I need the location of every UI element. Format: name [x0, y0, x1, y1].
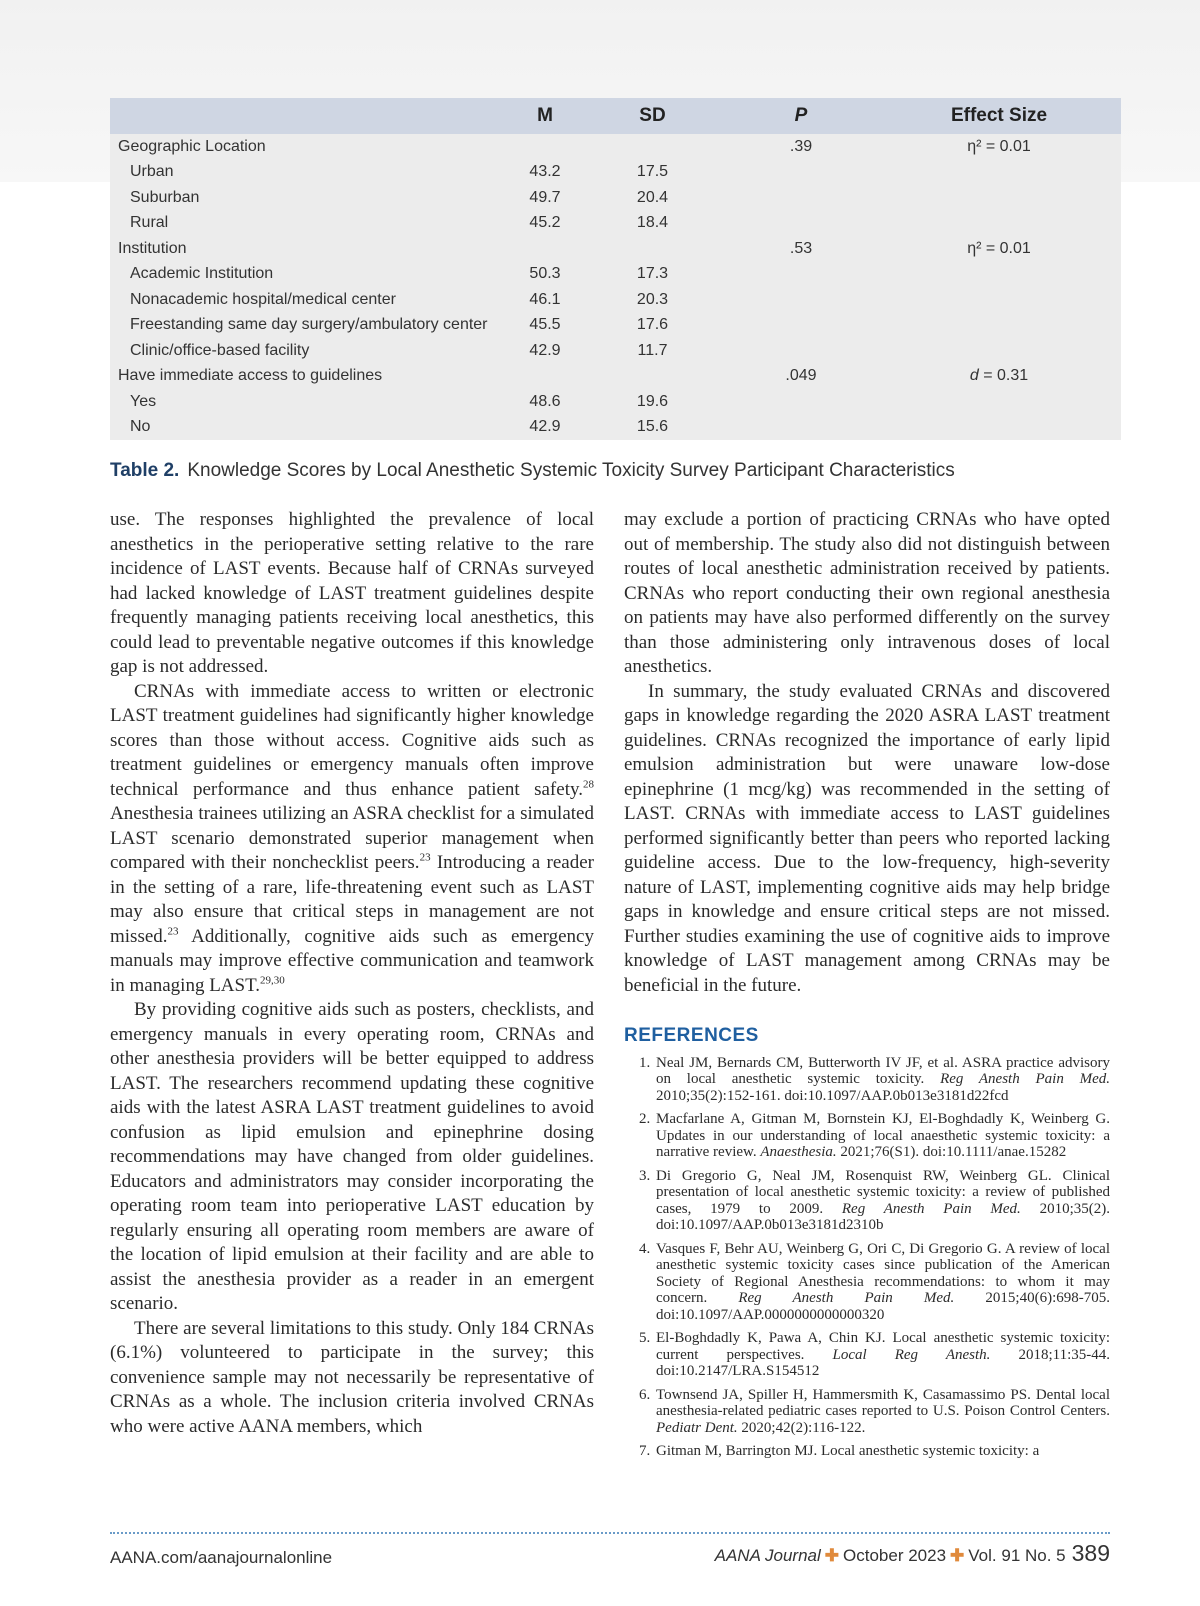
row-effect-size	[877, 211, 1121, 237]
row-effect-size	[877, 313, 1121, 339]
table-row	[110, 287, 1121, 313]
table-row	[110, 313, 1121, 339]
row-p	[725, 415, 877, 441]
paragraph: use. The responses highlighted the prevalence of local anesthetics in the perioperative setting relative to the rare incidence of LAST events. Because half of CRNAs surveyed had lacked knowledge of LAST treatment guidelines despite frequently managing patients receiving local anesthetics, this could lead to preventable negative outcomes if this knowledge gap is not addressed.	[110, 509, 594, 677]
footer-date: October 2023	[843, 1546, 947, 1565]
header-m: M	[510, 98, 580, 134]
citation: 29,30	[260, 974, 285, 987]
row-p: .049	[785, 367, 817, 385]
row-effect-size	[877, 415, 1121, 441]
reference-item: 1. Neal JM, Bernards CM, Butterworth IV JF, et al. ASRA practice advisory on local anesthetic systemic toxicity. Reg Anesth Pain Med. 2010;35(2):152-161. doi:10.1097/AAP.0b013e3181d22fcd	[654, 1055, 1110, 1105]
row-sd: 20.3	[636, 290, 669, 308]
paragraph: CRNAs with immediate access to written or electronic LAST treatment guidelines had significantly higher knowledge scores than those without access. Cognitive aids such as treatment guidelines or emergency manuals often improve technical performance and thus enhance patient safety.$^{28}$ Anesthesia trainees utilizing an ASRA checklist for a simulated LAST scenario demonstrated superior management when compared with their nonchecklist peers.$^{23}$ Introducing a reader in the setting of a rare, life-threatening event such as LAST may also ensure that critical steps in management are not missed.$^{23}$ Additionally, cognitive aids such as emergency manuals may improve effective communication and teamwork in managing LAST.$^{29,30}$	[110, 680, 594, 996]
row-p	[725, 262, 877, 288]
row-label: Academic Institution	[130, 265, 274, 283]
row-label: Institution	[118, 239, 187, 257]
row-label: No	[130, 418, 151, 436]
row-label: Rural	[130, 214, 169, 232]
row-sd: 17.3	[636, 265, 669, 283]
row-effect-size	[877, 160, 1121, 186]
row-m	[510, 134, 580, 160]
reference-item: 6. Townsend JA, Spiller H, Hammersmith K, Casamassimo PS. Dental local anesthesia-related pediatric cases reported to U.S. Poison Control Centers. Pediatr Dent. 2020;42(2):116-122.	[654, 1387, 1110, 1437]
row-m: 42.9	[529, 341, 561, 359]
table-header-row	[110, 98, 1121, 134]
row-p	[725, 185, 877, 211]
footer-journal: AANA Journal	[714, 1546, 821, 1565]
table-row	[110, 338, 1121, 364]
row-effect-size: η² = 0.01	[967, 137, 1031, 155]
row-sd	[580, 236, 725, 262]
row-m: 49.7	[529, 188, 561, 206]
row-label: Suburban	[130, 188, 200, 206]
row-m: 42.9	[529, 418, 561, 436]
paragraph: may exclude a portion of practicing CRNAs who have opted out of membership. The study also did not distinguish between routes of local anesthetic administration received by patients. CRNAs who report conducting their own regional anesthesia on patients may have also performed differently on the survey than those administering only intravenous doses of local anesthetics.	[624, 509, 1110, 677]
row-effect-size	[877, 287, 1121, 313]
reference-item: 2. Macfarlane A, Gitman M, Bornstein KJ, El-Boghdadly K, Weinberg G. Updates in our understanding of local anaesthetic systemic toxicity: a narrative review. Anaesthesia. 2021;76(S1). doi:10.1111/anae.15282	[654, 1111, 1110, 1161]
row-label: Yes	[130, 392, 157, 410]
row-m: 48.6	[529, 392, 561, 410]
row-m: 45.5	[529, 316, 561, 334]
row-p	[725, 389, 877, 415]
row-p: .39	[789, 137, 813, 155]
table-row	[110, 160, 1121, 186]
footer-volume: Vol. 91 No. 5	[968, 1546, 1066, 1565]
reference-item: 7. Gitman M, Barrington MJ. Local anesthetic systemic toxicity: a	[654, 1443, 1110, 1460]
row-p	[725, 338, 877, 364]
row-p	[725, 287, 877, 313]
row-sd: 11.7	[637, 341, 668, 359]
row-label: Freestanding same day surgery/ambulatory center	[130, 316, 488, 334]
row-m	[510, 236, 580, 262]
paragraph: There are several limitations to this study. Only 184 CRNAs (6.1%) volunteered to participate in the survey; this convenience sample may not necessarily be representative of CRNAs as a whole. The inclusion criteria involved CRNAs who were active AANA members, which	[110, 1317, 594, 1437]
row-effect-size	[877, 389, 1121, 415]
reference-item: 4. Vasques F, Behr AU, Weinberg G, Ori C, Di Gregorio G. A review of local anesthetic systemic toxicity cases since publication of the American Society of Regional Anesthesia recommendations: to whom it may concern. Reg Anesth Pain Med. 2015;40(6):698-705. doi:10.1097/AAP.0000000000000320	[654, 1241, 1110, 1324]
data-table	[110, 98, 1121, 440]
row-sd: 17.5	[636, 163, 669, 181]
row-sd	[580, 134, 725, 160]
table-row	[110, 211, 1121, 237]
row-label: Urban	[130, 163, 174, 181]
table-row	[110, 262, 1121, 288]
body-column-right	[624, 508, 1110, 1467]
citation: 23	[167, 925, 179, 938]
row-m: 46.1	[529, 290, 561, 308]
row-label: Have immediate access to guidelines	[118, 367, 383, 385]
row-sd: 19.6	[636, 392, 669, 410]
citation: 23	[419, 851, 431, 864]
table-row	[110, 389, 1121, 415]
caption-number: Table 2.	[110, 460, 180, 481]
header-sd: SD	[580, 98, 725, 134]
row-effect-size: η² = 0.01	[967, 239, 1031, 257]
reference-item: 5. El-Boghdadly K, Pawa A, Chin KJ. Local anesthetic systemic toxicity: current perspectives. Local Reg Anesth. 2018;11:35-44. doi:10.2147/LRA.S154512	[654, 1330, 1110, 1380]
footer-website[interactable]: AANA.com/aanajournalonline	[110, 1548, 333, 1567]
row-effect-size	[877, 262, 1121, 288]
footer-citation	[715, 1540, 1110, 1567]
table-row	[110, 134, 1121, 160]
paragraph: By providing cognitive aids such as posters, checklists, and emergency manuals in every operating room, CRNAs and other anesthesia providers will be better equipped to address LAST. The researchers recommend updating these cognitive aids with the latest ASRA LAST treatment guidelines to avoid confusion as lipid emulsion and epinephrine dosing recommendations may have changed from older guidelines. Educators and administrators may consider incorporating the operating room team into perioperative LAST education by regularly ensuring all operating room members are aware of the location of lipid emulsion at their facility and are able to assist the anesthesia provider as a reader in an emergent scenario.	[110, 999, 594, 1314]
row-m: 50.3	[529, 265, 561, 283]
row-sd	[580, 364, 725, 390]
header-effect-size: Effect Size	[877, 98, 1121, 134]
row-m	[510, 364, 580, 390]
plus-icon: ✚	[824, 1546, 840, 1565]
row-p: .53	[789, 239, 813, 257]
footer-divider	[110, 1532, 1110, 1534]
paragraph: In summary, the study evaluated CRNAs and discovered gaps in knowledge regarding the 2020 ASRA LAST treatment guidelines. CRNAs recognized the importance of early lipid emulsion administration but were unaware low-dose epinephrine (1 mcg/kg) was recommended in the setting of LAST. CRNAs with immediate access to LAST guidelines performed significantly better than peers who reported lacking guideline access. Due to the low-frequency, high-severity nature of LAST, implementing cognitive aids may help bridge gaps in knowledge and ensure critical steps are not missed. Further studies examining the use of cognitive aids to improve knowledge of LAST management among CRNAs may be beneficial in the future.	[624, 680, 1110, 996]
reference-item: 3. Di Gregorio G, Neal JM, Rosenquist RW, Weinberg GL. Clinical presentation of local anesthetic systemic toxicity: a review of published cases, 1979 to 2009. Reg Anesth Pain Med. 2010;35(2). doi:10.1097/AAP.0b013e3181d2310b	[654, 1168, 1110, 1234]
page-number: 389	[1071, 1540, 1110, 1566]
row-label: Clinic/office-based facility	[130, 341, 310, 359]
body-column-left	[110, 508, 594, 1439]
table-row	[110, 364, 1121, 390]
row-sd: 20.4	[636, 188, 669, 206]
row-label: Geographic Location	[118, 137, 266, 155]
header-p: P	[725, 98, 877, 134]
row-effect-size	[877, 338, 1121, 364]
row-sd: 18.4	[636, 214, 669, 232]
row-label: Nonacademic hospital/medical center	[130, 290, 396, 308]
table-row	[110, 415, 1121, 441]
row-sd: 15.6	[636, 418, 669, 436]
row-effect-size	[877, 185, 1121, 211]
citation: 28	[583, 778, 594, 791]
plus-icon: ✚	[950, 1546, 965, 1565]
row-p	[725, 211, 877, 237]
row-effect-size: d = 0.31	[969, 367, 1029, 385]
table-row	[110, 185, 1121, 211]
table-caption	[110, 460, 955, 482]
references-heading: REFERENCES	[624, 1025, 759, 1046]
row-m: 43.2	[529, 163, 561, 181]
row-p	[725, 160, 877, 186]
caption-text: Knowledge Scores by Local Anesthetic Systemic Toxicity Survey Participant Characteristics	[187, 460, 955, 481]
row-sd: 17.6	[636, 316, 669, 334]
row-m: 45.2	[529, 214, 561, 232]
reference-list	[624, 1055, 1110, 1460]
table-row	[110, 236, 1121, 262]
row-p	[725, 313, 877, 339]
